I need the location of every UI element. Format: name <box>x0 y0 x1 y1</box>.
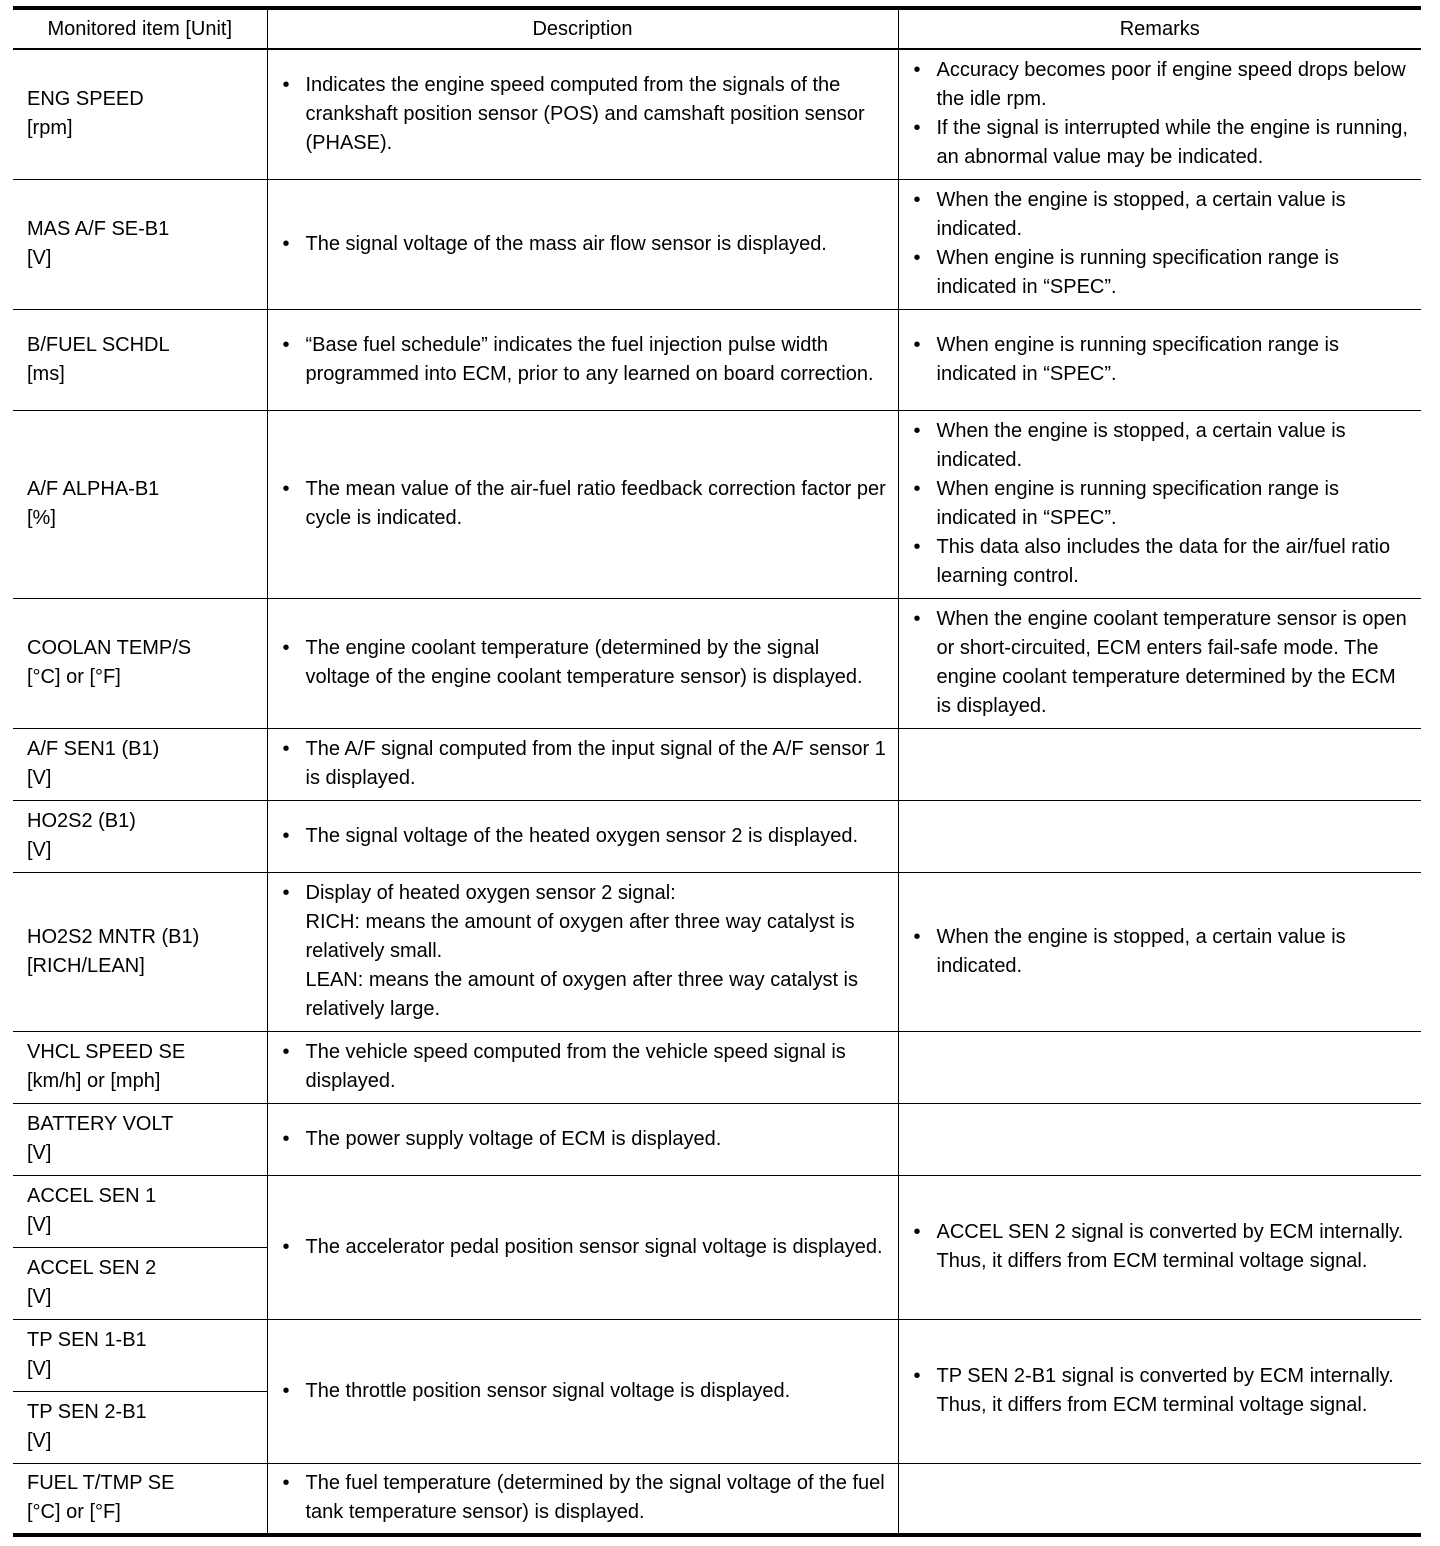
table-row <box>13 179 1421 309</box>
remarks-cell <box>898 49 1421 179</box>
description-cell <box>267 1463 898 1535</box>
monitored-item: TP SEN 1-B1 [V] <box>13 1319 267 1391</box>
bullet-item <box>280 879 888 1024</box>
bullet-item <box>911 56 1414 114</box>
table-row <box>13 1103 1421 1175</box>
bullet-item <box>280 71 888 158</box>
bullet-text: When engine is running specification range is indicated in “SPEC”. <box>936 247 1339 298</box>
bullet-text: “Base fuel schedule” indicates the fuel injection pulse width programmed into ECM, prior to any learned on board correction. <box>305 333 874 385</box>
description-cell <box>267 410 898 598</box>
remarks-cell <box>898 1031 1421 1103</box>
remarks-cell <box>898 309 1421 410</box>
bullet-text: The power supply voltage of ECM is displayed. <box>305 1127 722 1150</box>
bullet-text: The engine coolant temperature (determined by the signal voltage of the engine coolant temperature sensor) is displayed. <box>305 637 863 688</box>
table-row <box>13 800 1421 872</box>
header-remarks: Remarks <box>898 8 1421 49</box>
table-row <box>13 728 1421 800</box>
bullet-item <box>280 1125 888 1154</box>
bullet-text: The mean value of the air-fuel ratio feedback correction factor per cycle is indicated. <box>305 478 886 529</box>
monitor-item-table <box>13 6 1421 1537</box>
bullet-text: The signal voltage of the mass air flow sensor is displayed. <box>305 232 827 255</box>
table-row <box>13 1031 1421 1103</box>
bullet-item <box>911 605 1414 721</box>
bullet-text: The signal voltage of the heated oxygen sensor 2 is displayed. <box>305 824 859 847</box>
monitored-item: HO2S2 MNTR (B1) [RICH/LEAN] <box>13 872 267 1031</box>
description-cell <box>267 309 898 410</box>
table-row <box>13 410 1421 598</box>
remarks-cell <box>898 179 1421 309</box>
bullet-item <box>911 186 1414 244</box>
table-row <box>13 1463 1421 1535</box>
bullet-text: Accuracy becomes poor if engine speed drops below the idle rpm. <box>936 59 1406 111</box>
remarks-cell <box>898 800 1421 872</box>
bullet-text: When engine is running specification range is indicated in “SPEC”. <box>936 333 1339 385</box>
bullet-item <box>280 1377 888 1406</box>
remarks-cell <box>898 1175 1421 1319</box>
header-row <box>13 8 1421 49</box>
bullet-text: The vehicle speed computed from the vehicle speed signal is displayed. <box>305 1041 846 1092</box>
table-row <box>13 1319 1421 1391</box>
bullet-text: When engine is running specification range is indicated in “SPEC”. <box>936 478 1339 529</box>
bullet-item <box>911 417 1414 475</box>
bullet-text: If the signal is interrupted while the engine is running, an abnormal value may be indicated. <box>936 117 1408 169</box>
remarks-cell <box>898 872 1421 1031</box>
monitored-item: ACCEL SEN 1 [V] <box>13 1175 267 1247</box>
remarks-cell <box>898 1319 1421 1463</box>
header-description: Description <box>267 8 898 49</box>
bullet-item <box>280 1233 888 1262</box>
monitored-item: FUEL T/TMP SE [°C] or [°F] <box>13 1463 267 1535</box>
description-cell <box>267 598 898 728</box>
bullet-item <box>911 475 1414 533</box>
monitored-item: TP SEN 2-B1 [V] <box>13 1391 267 1463</box>
bullet-item <box>280 822 888 851</box>
description-cell <box>267 179 898 309</box>
bullet-text: Indicates the engine speed computed from the signals of the crankshaft position sensor (POS) and camshaft position sensor (PHASE). <box>305 73 865 154</box>
bullet-item <box>280 735 888 793</box>
bullet-item <box>911 533 1414 591</box>
bullet-text: The fuel temperature (determined by the signal voltage of the fuel tank temperature sensor) is displayed. <box>305 1472 885 1524</box>
bullet-text: The accelerator pedal position sensor signal voltage is displayed. <box>305 1235 883 1258</box>
monitored-item: A/F SEN1 (B1) [V] <box>13 728 267 800</box>
monitored-item: B/FUEL SCHDL [ms] <box>13 309 267 410</box>
bullet-text: Display of heated oxygen sensor 2 signal: RICH: means the amount of oxygen after three way catalyst is relatively small. LEAN: means the amount of oxygen after three way catalyst is relatively large. <box>305 882 858 1020</box>
bullet-text: When the engine is stopped, a certain value is indicated. <box>936 925 1346 977</box>
bullet-text: The A/F signal computed from the input signal of the A/F sensor 1 is displayed. <box>305 738 886 789</box>
bullet-item <box>280 1038 888 1096</box>
table-row <box>13 872 1421 1031</box>
description-cell <box>267 49 898 179</box>
bullet-item <box>911 114 1414 172</box>
bullet-text: When the engine is stopped, a certain value is indicated. <box>936 420 1346 471</box>
bullet-item <box>911 1218 1414 1276</box>
bullet-item <box>911 331 1414 389</box>
bullet-item <box>911 1362 1414 1420</box>
table-row <box>13 1175 1421 1247</box>
remarks-cell <box>898 1103 1421 1175</box>
bullet-text: TP SEN 2-B1 signal is converted by ECM internally. Thus, it differs from ECM terminal voltage signal. <box>936 1365 1394 1416</box>
table-row <box>13 49 1421 179</box>
description-cell <box>267 800 898 872</box>
remarks-cell <box>898 728 1421 800</box>
bullet-text: When the engine coolant temperature sensor is open or short-circuited, ECM enters fail-safe mode. The engine coolant temperature determined by the ECM is displayed. <box>936 608 1407 717</box>
remarks-cell <box>898 1463 1421 1535</box>
header-monitored-item: Monitored item [Unit] <box>13 8 267 49</box>
bullet-item <box>911 923 1414 981</box>
monitored-item: COOLAN TEMP/S [°C] or [°F] <box>13 598 267 728</box>
bullet-item <box>280 475 888 533</box>
table-row <box>13 309 1421 410</box>
bullet-item <box>280 230 888 259</box>
bullet-text: When the engine is stopped, a certain value is indicated. <box>936 189 1346 240</box>
monitored-item: VHCL SPEED SE [km/h] or [mph] <box>13 1031 267 1103</box>
monitored-item: BATTERY VOLT [V] <box>13 1103 267 1175</box>
bullet-item <box>911 244 1414 302</box>
remarks-cell <box>898 598 1421 728</box>
bullet-text: The throttle position sensor signal voltage is displayed. <box>305 1379 791 1402</box>
description-cell <box>267 1031 898 1103</box>
table-row <box>13 598 1421 728</box>
bullet-text: This data also includes the data for the air/fuel ratio learning control. <box>936 536 1391 587</box>
remarks-cell <box>898 410 1421 598</box>
bullet-item <box>280 634 888 692</box>
description-cell <box>267 1103 898 1175</box>
bullet-item <box>280 1469 888 1527</box>
monitored-item: ENG SPEED [rpm] <box>13 49 267 179</box>
bullet-text: ACCEL SEN 2 signal is converted by ECM internally. Thus, it differs from ECM terminal voltage signal. <box>936 1221 1404 1272</box>
description-cell <box>267 1175 898 1319</box>
description-cell <box>267 1319 898 1463</box>
monitored-item: A/F ALPHA-B1 [%] <box>13 410 267 598</box>
description-cell <box>267 728 898 800</box>
monitored-item: ACCEL SEN 2 [V] <box>13 1247 267 1319</box>
monitored-item: MAS A/F SE-B1 [V] <box>13 179 267 309</box>
monitored-item: HO2S2 (B1) [V] <box>13 800 267 872</box>
bullet-item <box>280 331 888 389</box>
description-cell <box>267 872 898 1031</box>
